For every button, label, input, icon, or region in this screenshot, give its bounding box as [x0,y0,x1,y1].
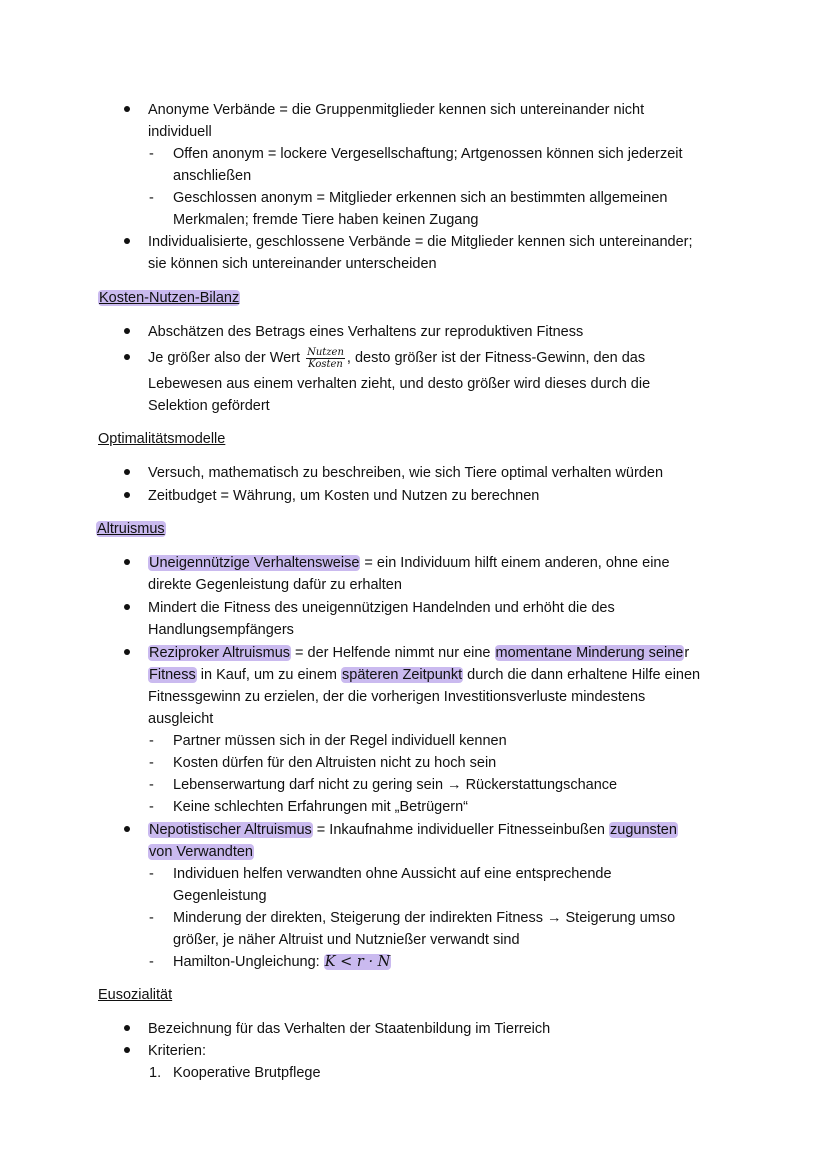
dash-marker: - [149,755,154,771]
kosten-bullet-2-line-1 [148,344,645,372]
bullet-dot [124,604,130,610]
altruismus-dash-6-line-2: größer, je näher Altruist und Nutznießer verwandt sind [173,932,520,948]
altruismus-bullet-3-line-2 [148,665,700,685]
highlight-zeitpunkt: späteren Zeitpunkt [342,667,463,683]
optimalitaet-heading: Optimalitätsmodelle [98,431,226,447]
bullet-dot [124,826,130,832]
bullet-dot [124,469,130,475]
eusozial-bullet-2: Kriterien: [148,1043,207,1059]
kosten-bullet-2-line-3: Selektion gefördert [148,398,270,414]
highlight-zugunsten: zugunsten [610,822,677,838]
hamilton-label: Hamilton-Ungleichung: [173,954,324,970]
altruismus-bullet-4-line-1 [148,820,678,840]
anon-bullet-2-line-1: Individualisierte, geschlossene Verbände = die Mitglieder kennen sich untereinander; [148,234,693,250]
dash-marker: - [149,866,154,882]
highlight-nepotistisch: Nepotistischer Altruismus [149,822,312,838]
reziprok-text: = der Helfende nimmt nur eine [291,645,495,661]
altruismus-bullet-3-line-3: Fitnessgewinn zu erzielen, der die vorherigen Investitionsverluste mindestens [148,689,646,705]
altruismus-bullet-2-line-1: Mindert die Fitness des uneigennützigen Handelnden und erhöht die des [148,600,615,616]
anon-dash-2-line-1: Geschlossen anonym = Mitglieder erkennen sich an bestimmten allgemeinen [173,190,668,206]
eusozial-numbered-1: Kooperative Brutpflege [173,1065,321,1081]
dash-marker: - [149,910,154,926]
highlight-reziprok: Reziproker Altruismus [149,645,291,661]
reziprok-end: r [684,645,690,661]
altruismus-bullet-3-line-4: ausgleicht [148,711,214,727]
bullet-dot [124,354,130,360]
dash-marker: - [149,733,154,749]
nutzen-kosten-fraction [306,347,345,370]
bullet-dot [124,492,130,498]
highlight-verwandten: von Verwandten [149,844,253,860]
eusozialitaet-heading: Eusozialität [98,987,173,1003]
anon-bullet-2-line-2: sie können sich untereinander unterscheiden [148,256,437,272]
bullet-dot [124,1025,130,1031]
dash-marker: - [149,190,154,206]
numbered-marker: 1. [149,1065,162,1081]
altruismus-bullet-1-line-2: direkte Gegenleistung dafür zu erhalten [148,577,402,593]
altruismus-heading: Altruismus [97,521,165,537]
altruismus-bullet-1-line-1 [148,553,670,573]
altruismus-dash-3: Lebenserwartung darf nicht zu gering sein → Rückerstattungschance [173,777,618,793]
anon-dash-1-line-1: Offen anonym = lockere Vergesellschaftung; Artgenossen können sich jederzeit [173,146,683,162]
kosten-bullet-2-pre: Je größer also der Wert [148,350,301,366]
anon-bullet-1-line-2: individuell [148,124,212,140]
reziprok-line-2-end: durch die dann erhaltene Hilfe einen [463,667,701,683]
altruismus-dash-1: Partner müssen sich in der Regel individuell kennen [173,733,507,749]
fraction-denominator: Kosten [308,358,343,370]
reziprok-line-2-mid: in Kauf, um zu einem [196,667,342,683]
highlight-minderung: momentane Minderung seine [495,645,684,661]
dash-marker: - [149,777,154,793]
dash-marker: - [149,146,154,162]
dash-marker: - [149,799,154,815]
altruismus-bullet-1-rest: = ein Individuum hilft einem anderen, ohne eine [360,555,670,571]
bullet-dot [124,649,130,655]
anon-dash-1-line-2: anschließen [173,168,252,184]
kosten-bullet-2-line-2: Lebewesen aus einem verhalten zieht, und desto größer wird dieses durch die [148,376,651,392]
optimal-bullet-2: Zeitbudget = Währung, um Kosten und Nutzen zu berechnen [148,488,540,504]
bullet-dot [124,559,130,565]
dash-marker: - [149,954,154,970]
altruismus-bullet-4-line-2 [148,842,254,862]
altruismus-dash-6-line-1: Minderung der direkten, Steigerung der indirekten Fitness → Steigerung umso [173,910,676,926]
optimal-bullet-1: Versuch, mathematisch zu beschreiben, wie sich Tiere optimal verhalten würden [148,465,664,481]
kosten-bullet-2-post: , desto größer ist der Fitness-Gewinn, den das [346,350,646,366]
anon-bullet-1-line-1: Anonyme Verbände = die Gruppenmitglieder kennen sich untereinander nicht [148,102,645,118]
hamilton-formula: K < r · N [324,954,391,970]
altruismus-dash-4: Keine schlechten Erfahrungen mit „Betrügern“ [173,799,468,815]
highlight-uneigennuetzig: Uneigennützige Verhaltensweise [149,555,360,571]
altruismus-dash-5-line-1: Individuen helfen verwandten ohne Aussicht auf eine entsprechende [173,866,612,882]
kosten-nutzen-heading: Kosten-Nutzen-Bilanz [99,290,240,306]
altruismus-dash-2: Kosten dürfen für den Altruisten nicht zu hoch sein [173,755,497,771]
altruismus-bullet-3-line-1 [148,643,689,663]
altruismus-bullet-2-line-2: Handlungsempfängers [148,622,294,638]
bullet-dot [124,238,130,244]
eusozial-bullet-1: Bezeichnung für das Verhalten der Staatenbildung im Tierreich [148,1021,551,1037]
altruismus-dash-7 [173,952,391,972]
altruismus-dash-5-line-2: Gegenleistung [173,888,267,904]
bullet-dot [124,1047,130,1053]
bullet-dot [124,328,130,334]
kosten-bullet-1: Abschätzen des Betrags eines Verhaltens zur reproduktiven Fitness [148,324,584,340]
fraction-numerator: Nutzen [307,346,344,358]
highlight-fitness: Fitness [149,667,196,683]
nepotistisch-text: = Inkaufnahme individueller Fitnesseinbußen [312,822,609,838]
bullet-dot [124,106,130,112]
anon-dash-2-line-2: Merkmalen; fremde Tiere haben keinen Zugang [173,212,479,228]
